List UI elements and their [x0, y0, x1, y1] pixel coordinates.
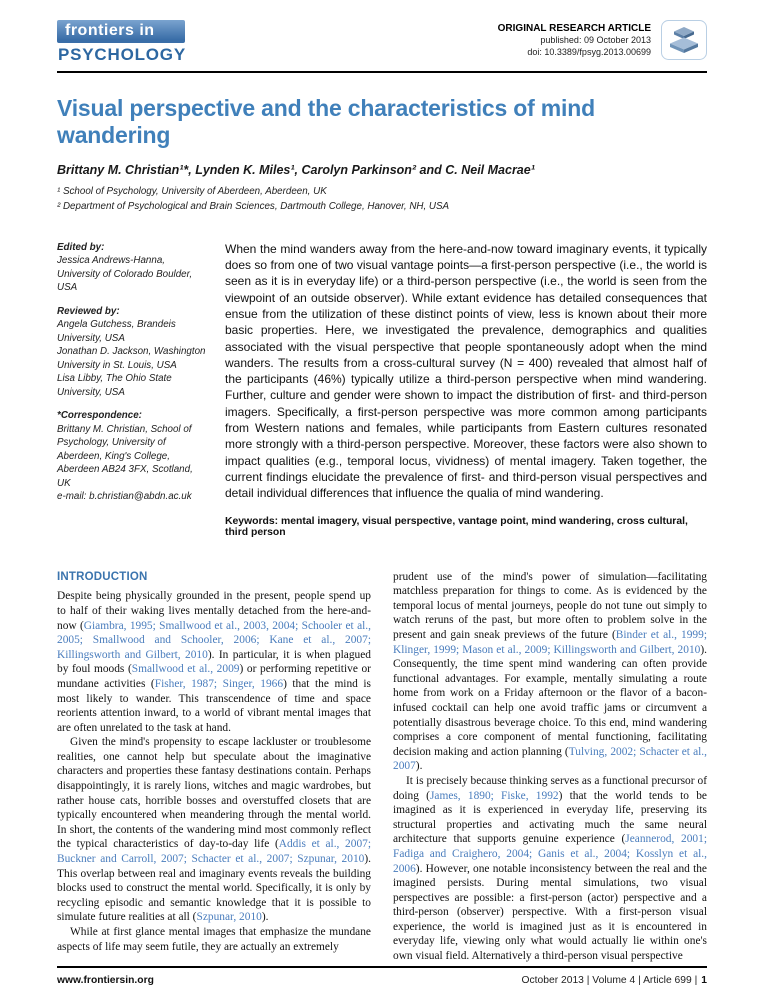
header-meta-block [498, 20, 707, 60]
correspondence-group [57, 409, 209, 504]
body-paragraph: While at first glance mental images that emphasize the mundane aspects of life may seem futile, they are actually an extremely [57, 926, 371, 953]
section-heading-introduction: INTRODUCTION [57, 570, 148, 583]
citation-link[interactable]: James, 1890; Fiske, 1992 [429, 789, 559, 802]
page-header [57, 20, 707, 65]
doi-link[interactable]: doi: 10.3389/fpsyg.2013.00699 [527, 46, 651, 57]
keywords-line: Keywords: mental imagery, visual perspective, vantage point, mind wandering, cross cultural, third person [225, 515, 688, 538]
editorial-sidebar [57, 241, 209, 538]
affiliations [57, 185, 707, 214]
body-paragraph: It is precisely because thinking serves as a functional precursor of doing (James, 1890; Fiske, 1992) that the world tends to be imagined as it is experienced in everyday life, preserving its structural properties and activating much the same neural architecture that supports genuine experience (Jeannerod, 2001; Fadiga and Craighero, 2004; Ganis et al., 2004; Kosslyn et al., 2006). However, one notable inconsistency between the real and the imagined persists. During mental simulations, two visual perspectives are possible: a first-person (actor) perspective and a third-person (observer) perspective. With a first-person visual experience, the world is imagined just as it is encountered in everyday life, viewing only what would actually lie within one's own visual field. Alternatively a third-person visual perspective [393, 774, 707, 963]
frontiers-logo [57, 20, 186, 65]
citation-link[interactable]: Addis et al., 2007; Buckner and Carroll, 2007; Schacter et al., 2007; Szpunar, 2010 [57, 838, 371, 866]
affiliation-1: ¹ School of Psychology, University of Aberdeen, Aberdeen, UK [57, 186, 327, 198]
journal-name: PSYCHOLOGY [58, 45, 186, 64]
reviewer-list [57, 318, 209, 399]
reviewed-by-label: Reviewed by: [57, 305, 120, 317]
abstract-text: When the mind wanders away from the here-and-now toward imaginary events, it typically does so from one of two visual vantage points—a first-person perspective (i.e., the world is seen as it is in everyday life) or a third-person perspective (i.e., the world is seen from the viewpoint of an outside observer). While extant evidence has detailed consequences that ensue from the utilization of these distinct points of view, less is known about their more basic properties. Here, we investigated the prevalence, demographics and qualities associated with the visual perspective that people spontaneously adopt when the mind wanders. The results from a cross-cultural survey (N = 400) revealed that almost half of the participants (46%) typically utilize a third-person perspective when mind wandering. Further, culture and gender were shown to impact the distribution of first- and third-person imagers. Specifically, a first-person perspective was more common among participants from Western nations and females, while participants from Eastern cultures resonated more strongly with a third-person perspective. Moreover, these factors were also shown to impact qualities (e.g., temporal locus, vividness) of mental imagery. Taken together, the current findings elucidate the prevalence of first- and third-person visual perspectives and detail individual differences that influence the qualia of mind wandering. [225, 241, 707, 501]
citation-link[interactable]: Jeannerod, 2001; Fadiga and Craighero, 2004; Ganis et al., 2004; Kosslyn et al., 2006 [393, 833, 707, 875]
body-paragraph: prudent use of the mind's power of simulation—facilitating matchless preparation for things to come. As is evidenced by the temporal locus of mental journeys, people do not tune out simply to watch reruns of the past, but more often to problem solve in the present and gain sneak previews of the future (Binder et al., 1999; Klinger, 1999; Mason et al., 2009; Killingsworth and Gilbert, 2010). Consequently, the time spent mind wandering can often provide functional advantages. For example, mentally simulating a route home from work on a Friday afternoon or the flavor of a bacon-infused cocktail can help one avoid traffic jams or circumvent a potentially disastrous beverage choice. To this end, mind wandering comprises a core component of mental functioning, facilitating decision making and action planning (Tulving, 2002; Schacter et al., 2007). [393, 570, 707, 773]
article-title: Visual perspective and the characteristics of mind wandering [57, 95, 595, 149]
page-number: 1 [701, 975, 707, 986]
page-footer [57, 966, 707, 986]
author-line: Brittany M. Christian¹*, Lynden K. Miles¹, Carolyn Parkinson² and C. Neil Macrae¹ [57, 163, 535, 178]
footer-site-link[interactable]: www.frontiersin.org [57, 975, 154, 986]
frontiers-tiers-icon [661, 20, 707, 60]
citation-link[interactable]: Szpunar, 2010 [196, 911, 262, 924]
abstract-section [57, 241, 707, 538]
correspondence-address: Brittany M. Christian, School of Psychology, University of Aberdeen, King's College, Aberdeen AB24 3FX, Scotland, UK [57, 423, 193, 489]
header-divider [57, 71, 707, 73]
body-paragraph: Despite being physically grounded in the present, people spend up to half of their waking lives mentally detached from the here-and-now (Giambra, 1995; Smallwood et al., 2003, 2004; Schooler et al., 2005; Smallwood and Schooler, 2006; Kane et al., 2007; Killingsworth and Gilbert, 2010). In particular, it is when plagued by foul moods (Smallwood et al., 2009) or performing repetitive or mundane activities (Fisher, 1987; Singer, 1966) that the mind is most likely to wander. This transcendence of time and space reorients attention inward, to a world of vibrant mental images that are often unrelated to the task at hand. [57, 590, 371, 734]
article-body [57, 570, 707, 964]
reviewed-by-group [57, 305, 209, 400]
body-column-right [393, 570, 707, 964]
article-meta [498, 20, 651, 58]
body-paragraph: Given the mind's propensity to escape lackluster or troublesome realities, one cannot help but speculate about the imaginative characters and properties these fantasy destinations contain. Perhaps disappointingly, it is rarely lions, witches and magic wardrobes, but rather house cats, horrible bosses and overstuffed closets that are typically encountered when meandering through the mental world. In short, the contents of the wandering mind most commonly reflect the typical characteristics of day-to-day life (Addis et al., 2007; Buckner and Carroll, 2007; Schacter et al., 2007; Szpunar, 2010). This overlap between real and imaginary events reveals the building blocks used to construct the mental world. Specifically, it is only by recycling episodic and semantic knowledge that it is possible to simulate future realities at all (Szpunar, 2010). [57, 736, 371, 924]
correspondence-label: *Correspondence: [57, 410, 142, 422]
affiliation-2: ² Department of Psychological and Brain Sciences, Dartmouth College, Hanover, NH, USA [57, 200, 450, 212]
citation-link[interactable]: Giambra, 1995; Smallwood et al., 2003, 2004; Schooler et al., 2005; Smallwood and Schooler, 2006; Kane et al., 2007; Killingsworth and Gilbert, 2010 [57, 619, 371, 661]
citation-link[interactable]: Binder et al., 1999; Klinger, 1999; Mason et al., 2009; Killingsworth and Gilbert, 2010 [393, 629, 707, 656]
published-date: published: 09 October 2013 [540, 35, 651, 45]
abstract-column [225, 241, 707, 538]
edited-by-group [57, 241, 209, 295]
reviewer-entry: Jonathan D. Jackson, Washington University in St. Louis, USA [57, 346, 206, 371]
edited-by-label: Edited by: [57, 241, 105, 253]
footer-issue-info [522, 975, 707, 986]
reviewer-entry: Lisa Libby, The Ohio State University, USA [57, 373, 172, 398]
edited-by-value: Jessica Andrews-Hanna, University of Colorado Boulder, USA [57, 255, 193, 294]
citation-link[interactable]: Smallwood et al., 2009 [131, 663, 240, 676]
reviewer-entry: Angela Gutchess, Brandeis University, USA [57, 319, 176, 344]
frontiers-logo-band: frontiers in [57, 20, 185, 43]
body-column-left [57, 570, 371, 964]
citation-link[interactable]: Tulving, 2002; Schacter et al., 2007 [393, 745, 707, 773]
citation-link[interactable]: Fisher, 1987; Singer, 1966 [154, 677, 284, 690]
correspondence-email[interactable]: e-mail: b.christian@abdn.ac.uk [57, 491, 192, 503]
article-type-label: ORIGINAL RESEARCH ARTICLE [497, 23, 651, 34]
issue-info: October 2013 | Volume 4 | Article 699 | [521, 975, 698, 986]
